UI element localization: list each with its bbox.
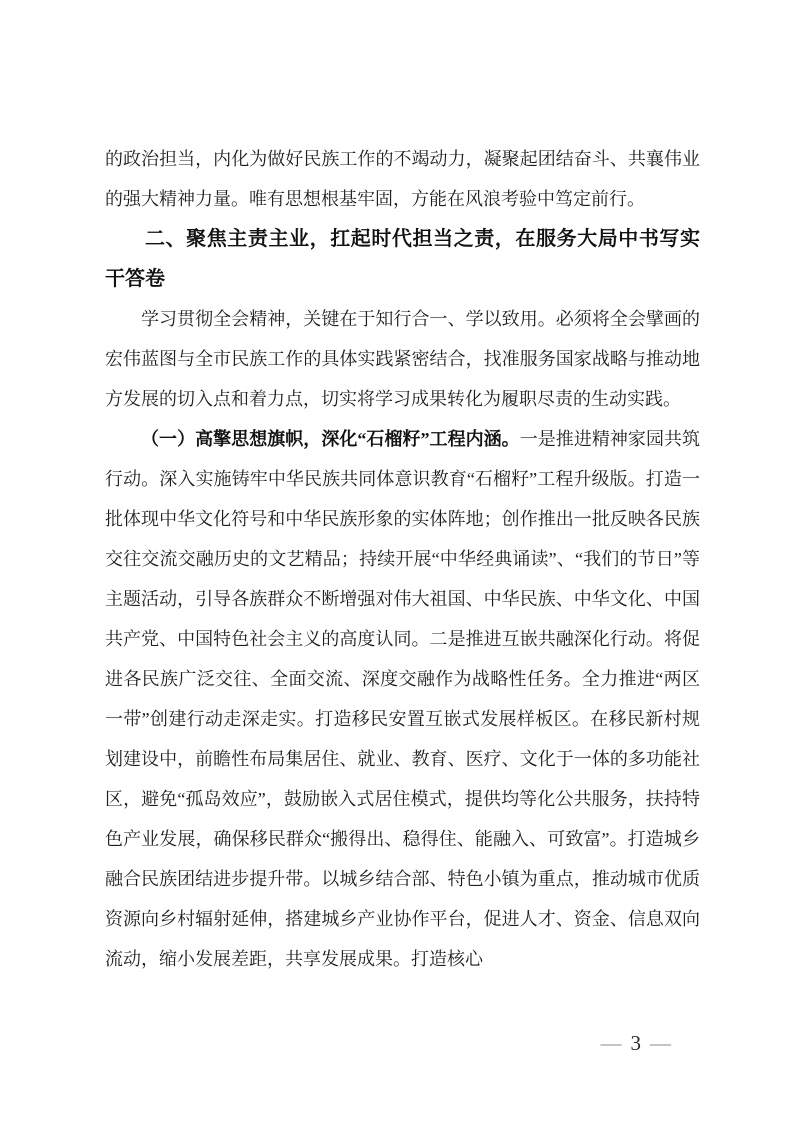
paragraph-section-one [105,419,700,979]
paragraph-continuation: 的政治担当，内化为做好民族工作的不竭动力，凝聚起团结奋斗、共襄伟业的强大精神力量。唯有思想根基牢固，方能在风浪考验中笃定前行。 [105,149,700,209]
document-body [105,139,700,979]
section-heading: 二、聚焦主责主业，扛起时代担当之责，在服务大局中书写实干答卷 [105,228,700,290]
page-number-dash-left: — [600,1031,622,1055]
subsection-one-title: （一）高擎思想旗帜，深化“石榴籽”工程内涵。 [141,429,520,449]
subsection-one-body: 一是推进精神家园共筑行动。深入实施铸牢中华民族共同体意识教育“石榴籽”工程升级版。打造一批体现中华文化符号和中华民族形象的实体阵地；创作推出一批反映各民族交往交流交融历史的文艺精品；持续开展“中华经典诵读”、“我们的节日”等主题活动，引导各族群众不断增强对伟大祖国、中华民族、中华文化、中国共产党、中国特色社会主义的高度认同。二是推进互嵌共融深化行动。将促进各民族广泛交往、全面交流、深度交融作为战略性任务。全力推进“两区一带”创建行动走深走实。打造移民安置互嵌式发展样板区。在移民新村规划建设中，前瞻性布局集居住、就业、教育、医疗、文化于一体的多功能社区，避免“孤岛效应”，鼓励嵌入式居住模式，提供均等化公共服务，扶持特色产业发展，确保移民群众“搬得出、稳得住、能融入、可致富”。打造城乡融合民族团结进步提升带。以城乡结合部、特色小镇为重点，推动城市优质资源向乡村辐射延伸，搭建城乡产业协作平台，促进人才、资金、信息双向流动，缩小发展差距，共享发展成果。打造核心 [105,429,701,969]
page-number-dash-right: — [650,1031,671,1055]
page-number-value: 3 [630,1031,641,1055]
page-number [601,1030,672,1056]
paragraph-intro: 学习贯彻全会精神，关键在于知行合一、学以致用。必须将全会擘画的宏伟蓝图与全市民族工作的具体实践紧密结合，找准服务国家战略与推动地方发展的切入点和着力点，切实将学习成果转化为履职尽责的生动实践。 [105,309,700,409]
